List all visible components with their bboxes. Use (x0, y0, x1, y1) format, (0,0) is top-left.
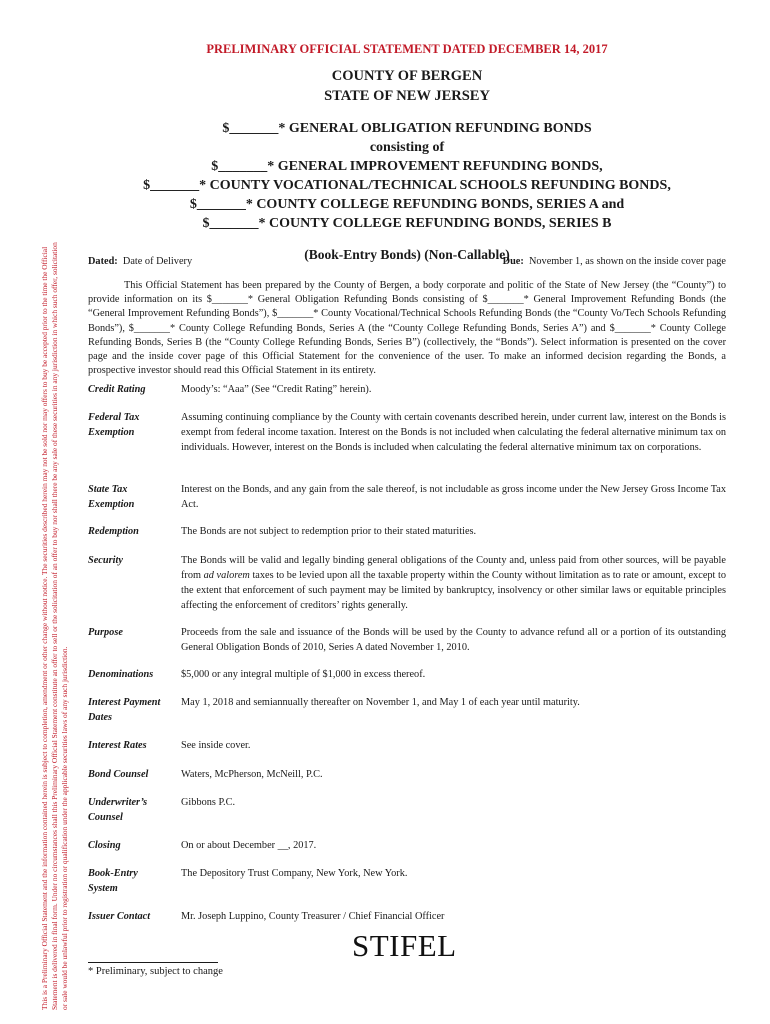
term-text: Proceeds from the sale and issuance of the Bonds will be used by the County to advance refund all or a portion of its outstanding General Obligation Bonds of 2010, Series A dated November 1, 2010. (181, 627, 726, 654)
term-label: Underwriter’s Counsel (88, 797, 148, 824)
bond-line: $_______* GENERAL IMPROVEMENT REFUNDING BONDS, (211, 159, 603, 174)
term-text: Gibbons P.C. (181, 797, 236, 808)
bond-line: $_______* COUNTY COLLEGE REFUNDING BONDS, SERIES A and (189, 197, 625, 212)
term-label: Denominations (88, 669, 154, 680)
term-label: Interest Rates (88, 740, 147, 751)
term-text: Interest on the Bonds, and any gain from the sale thereof, is not includable as gross income under the New Jersey Gross Income Tax Act. (181, 484, 726, 511)
term-text: The Depository Trust Company, New York, New York. (181, 868, 408, 879)
intro-paragraph: This Official Statement has been prepared by the County of Bergen, a body corporate and politic of the State of New Jersey (the “County”) to provide information on its $_______* General Obligation Refunding Bonds consisting of $_______* General Improvement Refunding Bonds (the “General Improvement Refunding Bonds”), $_______* County Vocational/Technical Schools Refunding Bonds (the “County Vo/Tech Schools Refunding Bonds”), $_______* County College Refunding Bonds, Series A (the “County College Refunding Bonds, Series A”) and $_______* County College Refunding Bonds, Series B (the “County College Refunding Bonds, Series B”) (collectively, the “Bonds”). Select information is presented on the cover page and the inside cover page of this Official Statement for the convenience of the user. To make an informed decision regarding the Bonds, a prospective investor should read this Official Statement in its entirety. (88, 280, 726, 377)
county-name: COUNTY OF BERGEN (331, 68, 483, 84)
term-text: Waters, McPherson, McNeill, P.C. (181, 769, 323, 780)
term-label: State Tax Exemption (88, 484, 135, 511)
term-label: Book-Entry System (88, 868, 138, 895)
term-text: Assuming continuing compliance by the County with certain covenants described herein, under current law, interest on the Bonds is exempt from federal income taxation. Interest on the Bonds is not included when calculating the federal alternative minimum tax on individuals. However, interest on the Bonds is included when calculating the federal alternative minimum tax on corporations. (181, 412, 726, 454)
dated-label: Dated: (88, 256, 118, 267)
dated-value: Date of Delivery (122, 256, 193, 267)
stifel-logo: STIFEL (352, 928, 457, 963)
bond-line: $_______* GENERAL OBLIGATION REFUNDING BONDS (222, 121, 592, 136)
term-text: See inside cover. (181, 740, 251, 751)
bond-list (88, 119, 726, 233)
term-label: Interest Payment Dates (88, 697, 161, 724)
term-label: Issuer Contact (88, 911, 151, 922)
footnote: * Preliminary, subject to change (88, 966, 223, 977)
book-entry-note: (Book-Entry Bonds) (Non-Callable) (304, 247, 510, 262)
term-label: Security (88, 555, 123, 566)
term-text: On or about December __, 2017. (181, 840, 317, 851)
dated-field (88, 256, 192, 267)
term-text: The Bonds are not subject to redemption prior to their stated maturities. (181, 526, 477, 537)
term-text: Mr. Joseph Luppino, County Treasurer / Chief Financial Officer (181, 911, 445, 922)
bond-line: consisting of (369, 140, 445, 155)
due-label: Due: (502, 256, 524, 267)
dated-due-row (88, 256, 726, 267)
due-field (503, 256, 726, 267)
term-text: $5,000 or any integral multiple of $1,000 in excess thereof. (181, 669, 426, 680)
side-notice-line-3: or sale would be unlawful prior to registration or qualification under the applicable securities laws of any such jurisdiction. (60, 646, 69, 1010)
term-label: Purpose (88, 627, 123, 638)
term-label: Federal Tax Exemption (88, 412, 140, 439)
side-notice-line-1: This is a Preliminary Official Statement and the information contained herein is subject to completion, amendment or other change without notice. The securities described herein may not be sold nor may offers to buy be accepted prior to the time the Official (40, 246, 49, 1010)
footnote-divider (88, 962, 218, 963)
term-text: The Bonds will be valid and legally binding general obligations of the County and, unless paid from other sources, will be payable from ad valorem taxes to be levied upon all the taxable property within the County without limitation as to rate or amount, except to the extent that enforcement of such payment may be limited by bankruptcy, insolvency or other similar laws or equitable principles affecting the enforcement of creditors’ rights generally. (181, 555, 726, 612)
term-label: Redemption (88, 526, 139, 537)
term-text: Moody’s: “Aaa” (See “Credit Rating” herein). (181, 384, 372, 395)
state-name: STATE OF NEW JERSEY (324, 88, 490, 104)
term-text: May 1, 2018 and semiannually thereafter on November 1, and May 1 of each year until maturity. (181, 697, 580, 708)
term-label: Credit Rating (88, 384, 146, 395)
title-block (88, 67, 726, 263)
due-value: November 1, as shown on the inside cover page (528, 256, 726, 267)
term-label: Bond Counsel (88, 769, 149, 780)
bond-line: $_______* COUNTY COLLEGE REFUNDING BONDS, SERIES B (202, 216, 612, 231)
preliminary-header: PRELIMINARY OFFICIAL STATEMENT DATED DECEMBER 14, 2017 (206, 42, 608, 56)
bond-line: $_______* COUNTY VOCATIONAL/TECHNICAL SCHOOLS REFUNDING BONDS, (143, 178, 671, 193)
term-label: Closing (88, 840, 121, 851)
side-notice (40, 40, 70, 1010)
side-notice-line-2: Statement is delivered in final form. Under no circumstances shall this Preliminary Official Statement constitute an offer to sell or the solicitation of an offer to buy nor shall there be any sale of these securities in any jurisdiction in which such offer, solicitation (50, 242, 59, 1010)
